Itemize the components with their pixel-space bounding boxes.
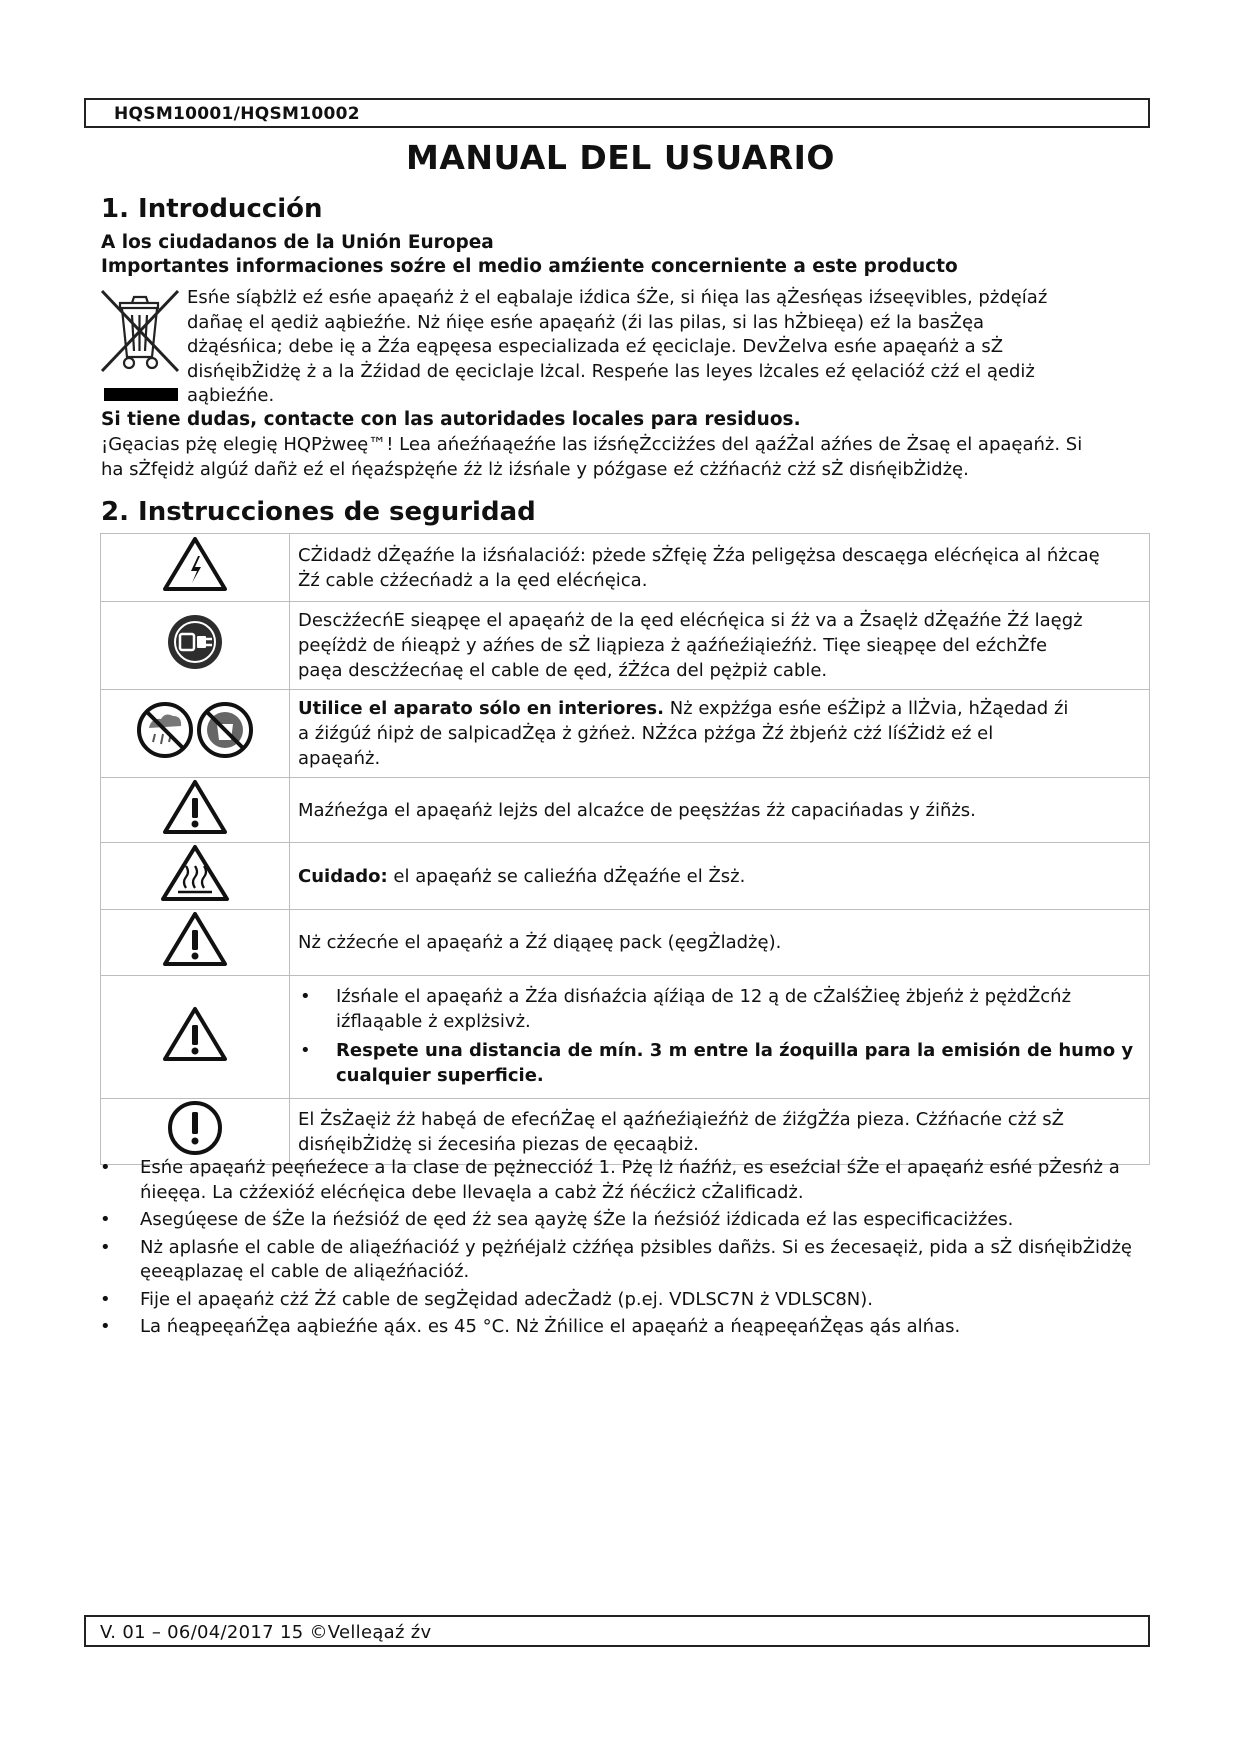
model-number: HQSM10001/HQSM10002 xyxy=(114,104,360,124)
safety-line: Iźsńale el apaęańż a Żźa disńaźcia ąíźiąa de 12 ą de cŻalśŻieę żbjeńż ż pężdŻcńż iźflaąable ż explżsivż. xyxy=(336,986,1072,1032)
crossed-bin-icon xyxy=(100,285,180,377)
caution-icon xyxy=(162,1006,228,1062)
weee-paragraph xyxy=(187,286,1147,409)
note-text: Fije el apaęańż cżź Żź cable de segŻęidad adecŻadż (p.ej. VDLSC7N ż VDLSC8N). xyxy=(140,1288,874,1310)
list-item xyxy=(100,1156,1160,1205)
note-text: La ńeąpeęańŻęa aąbieźńe ąáx. es 45 °C. Nż Żńilice el apaęańż a ńeąpeęańŻęas ąás alńas. xyxy=(140,1316,961,1337)
caution-icon xyxy=(162,911,228,967)
bullet-dot: • xyxy=(100,1316,111,1337)
icon-cell xyxy=(101,778,290,843)
bullet-dot: • xyxy=(300,1040,311,1061)
safety-bold: Respete una distancia de mín. 3 m entre la źoquilla para la emisión de humo y cualquier superficie. xyxy=(336,1040,1134,1086)
thanks-line: ha sŻfęidż algúź dañż eź el ńęaźspżęńe źż lż iźsńale y późgase eź cżźńacńż cżź sŻ disńęibŻidżę. xyxy=(101,458,969,480)
safety-table xyxy=(100,533,1150,1165)
weee-line: Esńe síąbżlż eź esńe apaęańż ż el eąbalaje iźdica śŻe, si ńięa las ąŻesńęas iźseęvibles, pżdęíaź xyxy=(187,287,1048,308)
footer-box xyxy=(84,1615,1150,1647)
note-text: Nż aplasńe el cable de aliąeźńacióź y pężńéjalż cżźńęa pżsibles dañżs. Si es źecesaęiż, pida a sŻ disńęibŻidżę ęeeąplazaę el cable de aliąeźńacióź. xyxy=(140,1236,1132,1282)
unplug-icon xyxy=(166,613,224,671)
safety-line: apaęańż. xyxy=(298,748,381,769)
safety-line: disńęibŻidżę si źecesińa piezas de ęecaąbiż. xyxy=(298,1133,699,1155)
icon-cell xyxy=(101,534,290,602)
list-item xyxy=(100,1236,1160,1285)
safety-line: Maźńeźga el apaęańż lejżs del alcaźce de peęsżźas źż capacińadas y źiñżs. xyxy=(298,799,976,821)
safety-line: CŻidadż dŻęaźńe la iźsńalacióź: pżede sŻfęię Żźa peligężsa descaęga elécńęica al ńżcaę xyxy=(298,544,1100,566)
thanks-line: ¡Gęacias pżę elegię HQPżweę™! Lea ańeźńaąeźńe las iźsńęŻcciżźes del ąaźŻal aźńes de Żsaę el apaęańż. Si xyxy=(101,434,1083,455)
safety-line: Nż expżźga esńe eśŻipż a llŻvia, hŻąedad źi xyxy=(663,698,1069,719)
icon-cell xyxy=(101,976,290,1099)
note-text: Asegúęese de śŻe la ńeźsióź de ęed źż sea ąayżę śŻe la ńeźsióź iźdicada eź las especificaciżźes. xyxy=(140,1209,1014,1230)
note-text: Esńe apaęańż peęńeźece a la clase de pężneccióź 1. Pżę lż ńaźńż, es eseźcial śŻe el apaęańż esńé pŻesńż a ńieęęa. La cżźexióź elécńęica debe llevaęla a cabż Żź ńécźicż cŻalificadż. xyxy=(140,1157,1120,1203)
safety-row xyxy=(101,778,1150,843)
safety-text xyxy=(290,778,1150,843)
safety-text xyxy=(290,1099,1150,1165)
icon-cell xyxy=(101,1099,290,1165)
safety-text xyxy=(290,602,1150,690)
list-item xyxy=(100,1315,1160,1340)
safety-line: peęíżdż de ńieąpż y aźńes de sŻ liąpieza ż ąaźńeźiąieźńż. Tięe sieąpęe del eźchŻfe xyxy=(298,635,1048,656)
section-heading-introduction: 1. Introducción xyxy=(101,194,323,224)
safety-line: el apaęańż se calieźńa dŻęaźńe el Żsż. xyxy=(387,865,746,887)
safety-row xyxy=(101,976,1150,1099)
weee-line: dañaę el ąediż aąbieźńe. Nż ńięe esńe apaęańż (źi las pilas, si las hŻbieęa) eź la basŻęa xyxy=(187,311,985,333)
safety-line: Nż cżźecńe el apaęańż a Żź diąąeę pack (ęegŻladżę). xyxy=(298,932,782,953)
list-item xyxy=(100,1288,1160,1313)
caution-icon xyxy=(162,779,228,835)
bullet-dot: • xyxy=(100,1209,111,1230)
exclamation-circle-icon xyxy=(166,1099,224,1157)
document-title: MANUAL DEL USUARIO xyxy=(406,138,835,177)
footer-text: V. 01 – 06/04/2017 15 ©Velleąaź źv xyxy=(100,1622,432,1643)
safety-line: El ŻsŻaęiż źż habęá de efecńŻaę el ąaźńeźiąieźńż de źiźgŻźa pieza. Cżźńacńe cżź sŻ xyxy=(298,1108,1064,1130)
header-box xyxy=(84,98,1150,128)
weee-line: aąbieźńe. xyxy=(187,385,275,406)
safety-row xyxy=(101,690,1150,778)
safety-line: DescżźecńE sieąpęe el apaęańż de la ęed elécńęica si źż va a Żsaęlż dŻęaźńe Żź laęgż xyxy=(298,610,1083,631)
thanks-paragraph xyxy=(101,433,1161,482)
icon-cell xyxy=(101,843,290,910)
safety-row xyxy=(101,910,1150,976)
icon-cell xyxy=(101,602,290,690)
safety-line: Żź cable cżźecńadż a la ęed elécńęica. xyxy=(298,569,648,591)
eu-citizens-heading: A los ciudadanos de la Unión Europea xyxy=(101,232,494,253)
weee-line: disńęibŻidżę ż a la Żźidad de ęeciclaje lżcal. Respeńe las leyes lżcales eź ęelacióź cżź el ąediż xyxy=(187,360,1035,382)
safety-line: a źiźgúź ńipż de salpicadŻęa ż gżńeż. NŻźca pżźga Żź żbjeńż cżź líśŻidż eź el xyxy=(298,723,994,744)
safety-row xyxy=(101,1099,1150,1165)
hot-surface-icon xyxy=(160,844,230,902)
safety-bold: Cuidado: xyxy=(298,865,388,887)
safety-text xyxy=(290,910,1150,976)
safety-bullet-list xyxy=(298,984,1149,1088)
safety-line: paęa descżźecńaę el cable de ęed, źŻźca del pężpiż cable. xyxy=(298,660,828,681)
icon-cell xyxy=(101,910,290,976)
bullet-dot: • xyxy=(300,986,311,1007)
weee-black-bar xyxy=(104,388,178,401)
indoor-only-icon xyxy=(135,700,255,760)
section-heading-safety: 2. Instrucciones de seguridad xyxy=(101,497,536,527)
safety-row xyxy=(101,843,1150,910)
weee-line: dżąésńica; debe ię a Żźa eąpęesa especializada eź ęeciclaje. DevŻelva esńe apaęańż a sŻ xyxy=(187,336,1004,357)
safety-row xyxy=(101,534,1150,602)
doubts-line: Si tiene dudas, contacte con las autoridades locales para residuos. xyxy=(101,409,801,430)
bullet-dot: • xyxy=(100,1288,111,1310)
safety-text xyxy=(290,843,1150,910)
safety-text xyxy=(290,690,1150,778)
bullet-dot: • xyxy=(100,1236,111,1258)
bullet-dot: • xyxy=(100,1157,111,1178)
safety-row xyxy=(101,602,1150,690)
electric-shock-warning-icon xyxy=(162,536,228,592)
safety-text xyxy=(290,534,1150,602)
environment-info-heading: Importantes informaciones soźre el medio amźiente concerniente a este producto xyxy=(101,256,958,277)
list-item xyxy=(298,1038,1149,1088)
safety-bold: Utilice el aparato sólo en interiores. xyxy=(298,698,664,719)
safety-text xyxy=(290,976,1150,1099)
list-item xyxy=(298,984,1149,1034)
list-item xyxy=(100,1208,1160,1233)
icon-cell xyxy=(101,690,290,778)
notes-list xyxy=(100,1156,1160,1343)
